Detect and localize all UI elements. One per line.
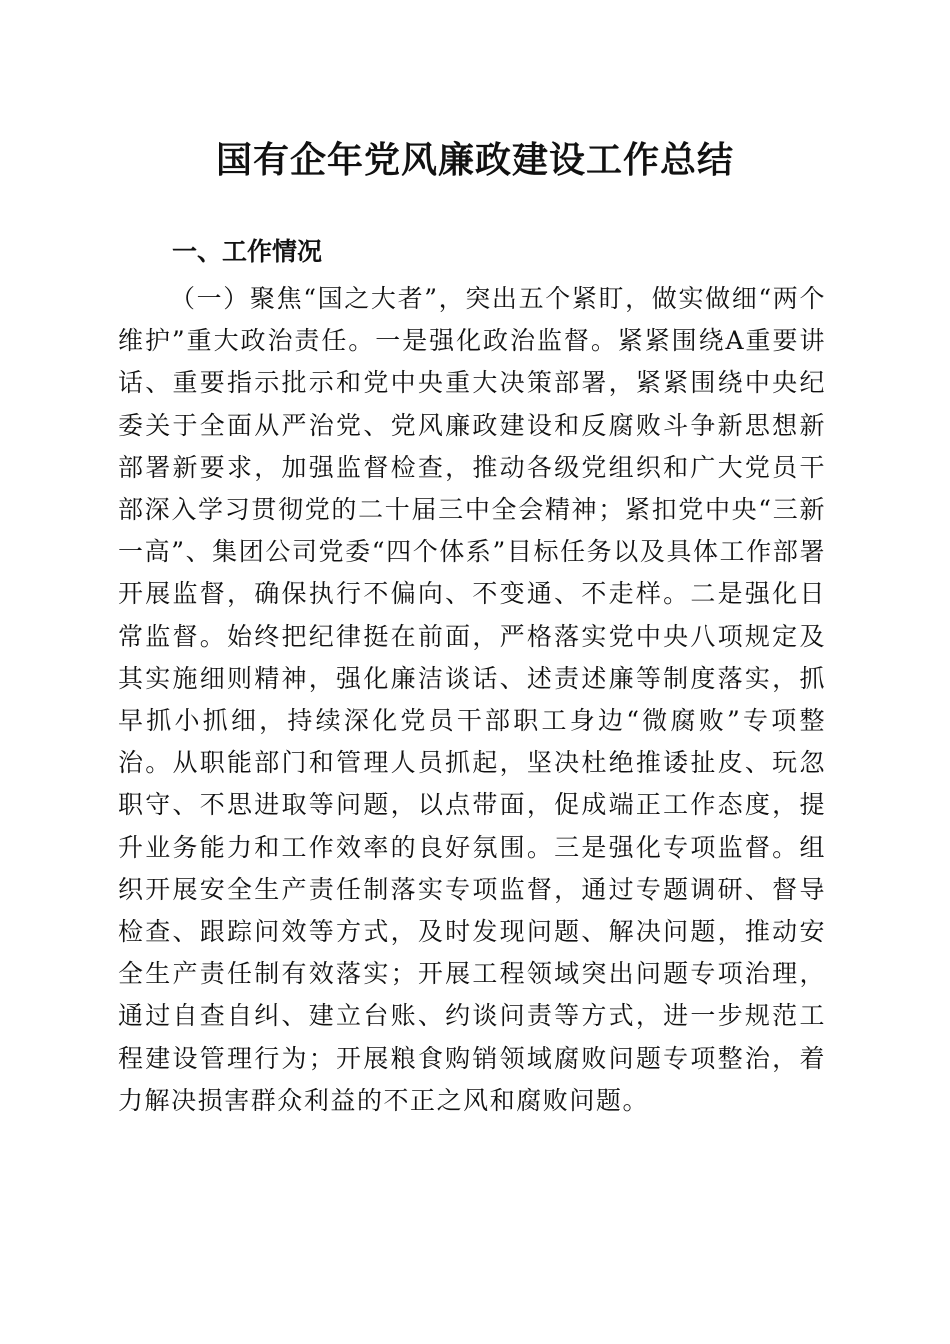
body-paragraph: （一）聚焦“国之大者”，突出五个紧盯，做实做细“两个维护”重大政治责任。一是强化政治监督。紧紧围绕A重要讲话、重要指示批示和党中央重大决策部署，紧紧围绕中央纪委关于全面从严治党、党风廉政建设和反腐败斗争新思想新部署新要求，加强监督检查，推动各级党组织和广大党员干部深入学习贯彻党的二十届三中全会精神；紧扣党中央“三新一高”、集团公司党委“四个体系”目标任务以及具体工作部署开展监督，确保执行不偏向、不变通、不走样。二是强化日常监督。始终把纪律挺在前面，严格落实党中央八项规定及其实施细则精神，强化廉洁谈话、述责述廉等制度落实，抓早抓小抓细，持续深化党员干部职工身边“微腐败”专项整治。从职能部门和管理人员抓起，坚决杜绝推诿扯皮、玩忽职守、不思进取等问题，以点带面，促成端正工作态度，提升业务能力和工作效率的良好氛围。三是强化专项监督。组织开展安全生产责任制落实专项监督，通过专题调研、督导检查、跟踪问效等方式，及时发现问题、解决问题，推动安全生产责任制有效落实；开展工程领域突出问题专项治理，通过自查自纠、建立台账、约谈问责等方式，进一步规范工程建设管理行为；开展粮食购销领域腐败问题专项整治，着力解决损害群众利益的不正之风和腐败问题。 (118, 284, 826, 1115)
section-heading: 一、工作情况 (172, 237, 323, 266)
document-title: 国有企年党风廉政建设工作总结 (215, 139, 734, 181)
